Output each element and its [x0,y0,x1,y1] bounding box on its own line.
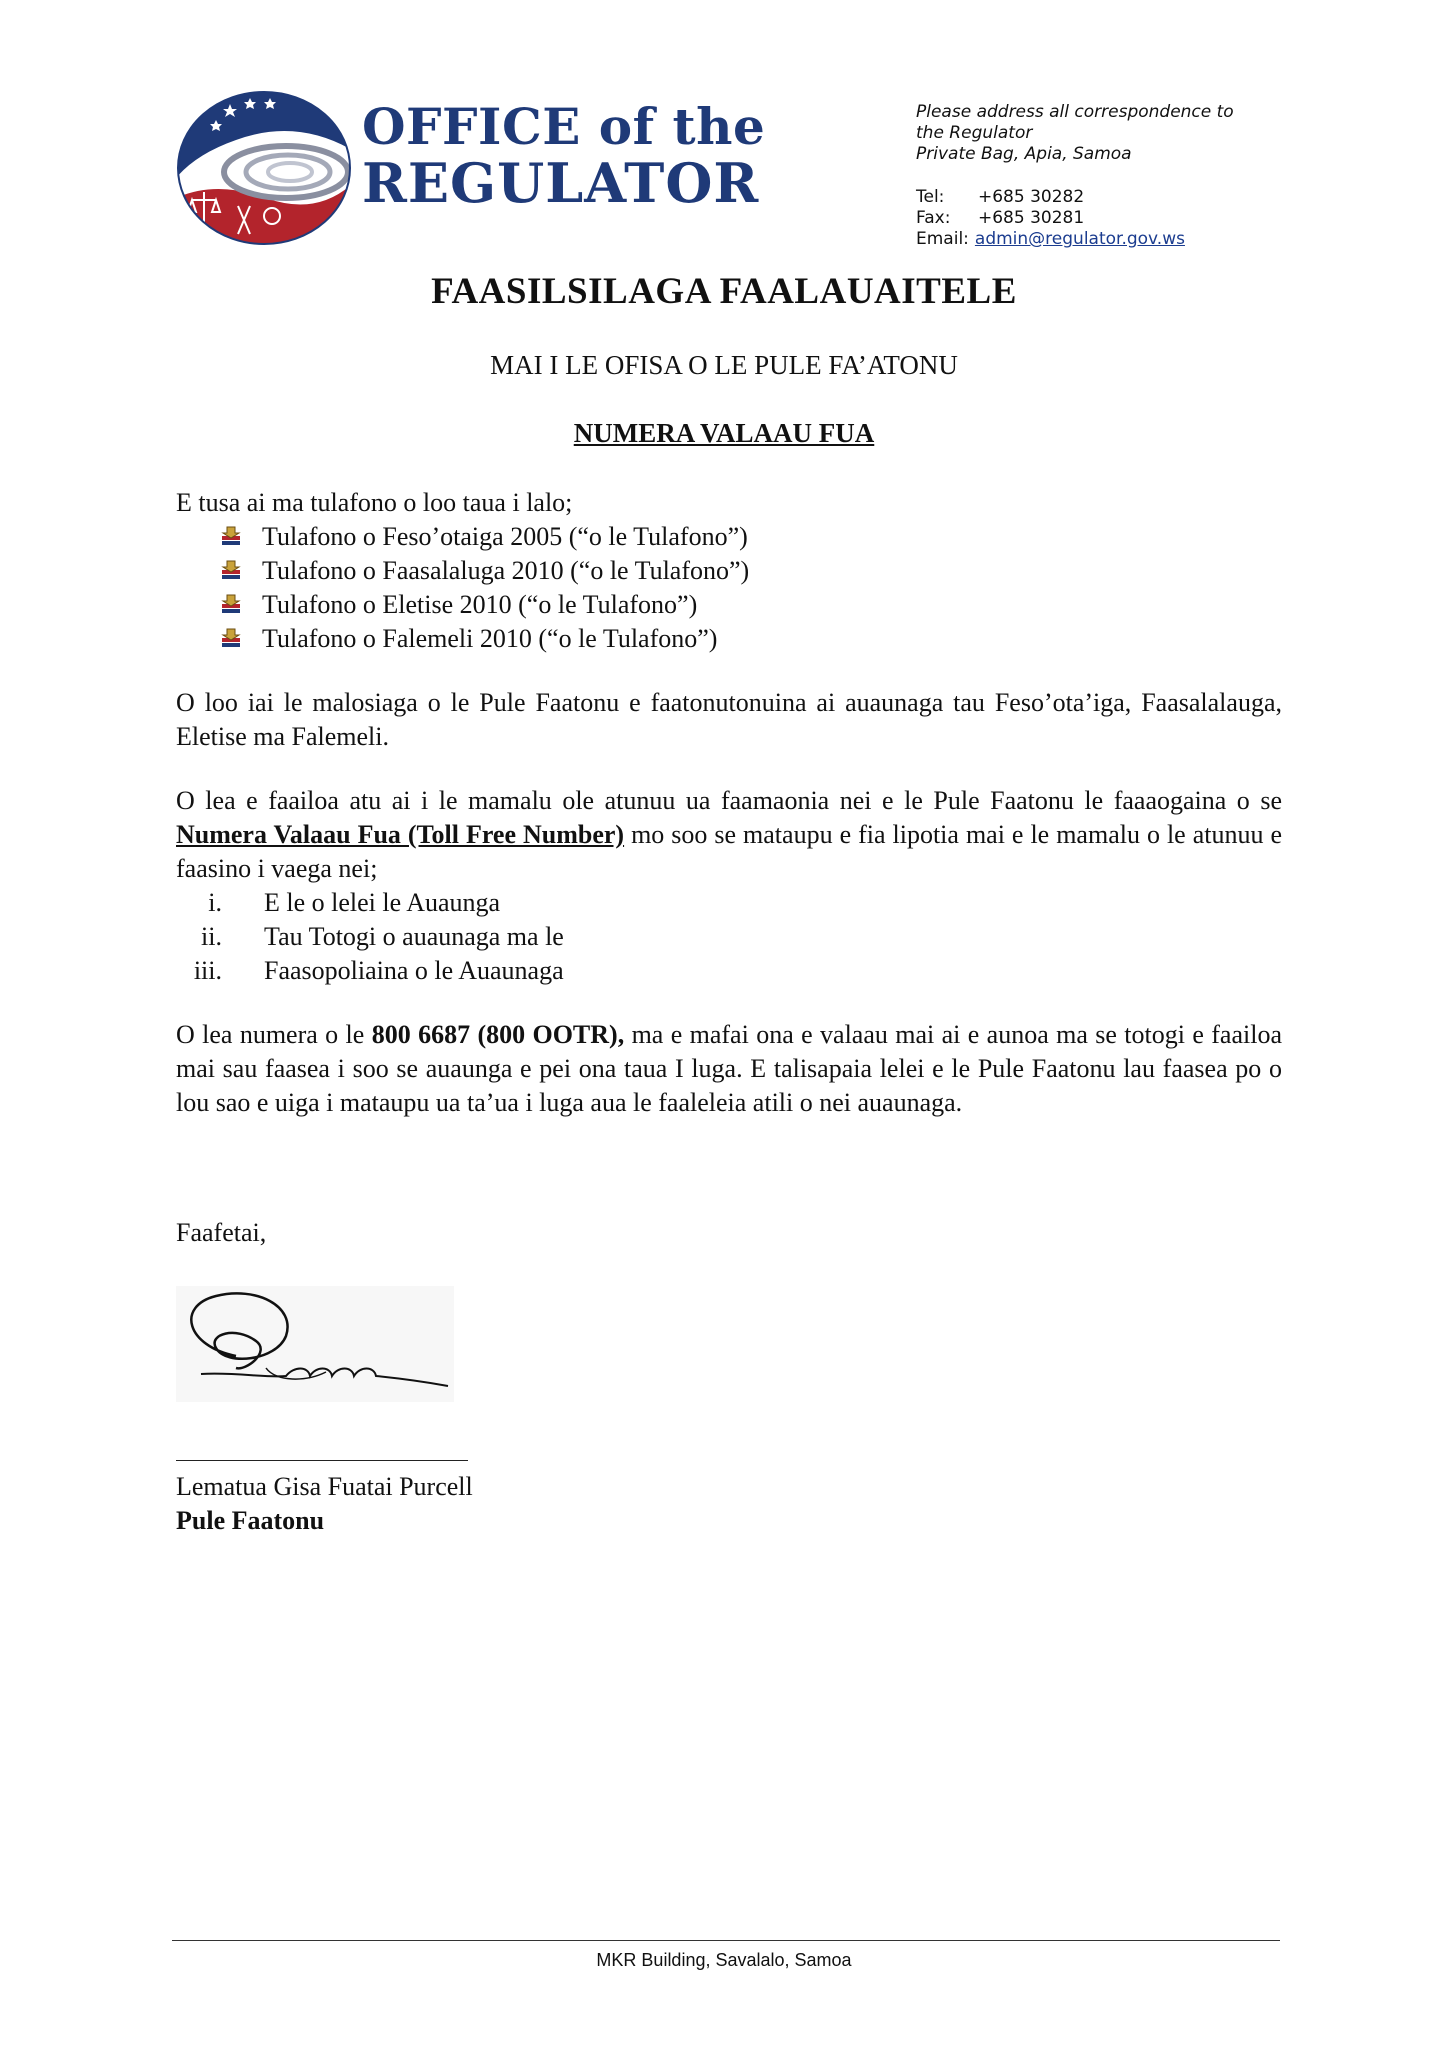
section-heading: NUMERA VALAAU FUA [573,418,875,448]
address-line-3: Private Bag, Apia, Samoa [916,144,1132,164]
arrow-bullet-icon [220,594,242,616]
signer-name: Lematua Gisa Fuatai Purcell [176,1472,473,1501]
paragraph-toll-free-end: mo soo se mataupu e fia lipotia mai e le mamalu o le atunuu e faasino i vaega nei; [176,820,1282,883]
item-text: E le o lelei le Auaunga [264,888,501,917]
item-number: ii. [201,922,222,951]
signer-role: Pule Faatonu [176,1506,325,1535]
arrow-bullet-icon [220,628,242,650]
footer-divider [172,1940,1280,1941]
page-title: FAASILSILAGA FAALAUAITELE [431,271,1017,312]
fax-value: +685 30281 [978,208,1085,228]
footer-address: MKR Building, Savalalo, Samoa [596,1950,852,1970]
tel-value: +685 30282 [978,187,1085,207]
regulator-logo [176,88,766,248]
intro-text: E tusa ai ma tulafono o loo taua i lalo; [176,488,573,517]
letter-body [176,486,1282,1120]
email-row [916,229,1336,250]
arrow-bullet-icon [220,526,242,548]
closing-text: Faafetai, [176,1218,267,1247]
law-list [176,520,1282,656]
signature-icon [176,1286,454,1402]
list-item [220,554,1282,588]
toll-free-emphasis: Numera Valaau Fua (Toll Free Number) [176,820,625,849]
contact-block [916,102,1336,250]
item-number: iii. [193,956,222,985]
paragraph-number-start: O lea numera o le [176,1020,372,1049]
law-item-text: Tulafono o Falemeli 2010 (“o le Tulafono”) [262,624,718,653]
email-label: Email: [916,229,969,249]
arrow-bullet-icon [220,560,242,582]
toll-free-number: 800 6687 (800 OOTR), [371,1020,625,1049]
list-item [220,520,1282,554]
law-item-text: Tulafono o Eletise 2010 (“o le Tulafono”) [262,590,698,619]
signature-image [176,1286,454,1402]
paragraph-toll-free [176,784,1282,886]
logo-line-office: OFFICE of the [362,97,766,156]
law-item-text: Tulafono o Faasalaluga 2010 (“o le Tulafono”) [262,556,750,585]
paragraph-number [176,1018,1282,1120]
item-number: i. [208,888,222,917]
address-line-1: Please address all correspondence to [916,102,1234,122]
paragraph-authority: O loo iai le malosiaga o le Pule Faatonu e faatonutonuina ai auaunaga tau Feso’ota’iga, Faasalalauga, Eletise ma Falemeli. [176,688,1282,751]
list-item [176,920,1282,954]
signer-block [176,1470,473,1538]
logo-line-regulator: REGULATOR [362,151,760,215]
logo-wordmark [362,97,766,215]
signature-line [176,1460,468,1461]
list-item [176,886,1282,920]
law-item-text: Tulafono o Feso’otaiga 2005 (“o le Tulafono”) [262,522,748,551]
paragraph-toll-free-start: O lea e faailoa atu ai i le mamalu ole atunuu ua faamaonia nei e le Pule Faatonu le faaaogaina o se [176,786,1282,815]
tel-row [916,187,1336,208]
fax-label: Fax: [916,208,951,228]
tel-label: Tel: [916,187,945,207]
paragraph-number-end: ma e mafai ona e valaau mai ai e aunoa ma se totogi e faailoa mai sau faasea i soo se auaunga e pei ona taua I luga. E talisapaia lelei e le Pule Faatonu lau faasea po o lou sao e uiga i mataupu ua ta’ua i luga aua le faaleleia atili o nei auaunaga. [176,1020,1282,1117]
list-item [220,622,1282,656]
list-item [176,954,1282,988]
email-link[interactable]: admin@regulator.gov.ws [974,229,1185,249]
fax-row [916,208,1336,229]
address-line-2: the Regulator [916,123,1033,143]
item-text: Tau Totogi o auaunaga ma le [264,922,564,951]
regulator-emblem-icon [176,88,352,248]
complaint-categories [176,886,1282,988]
page-subtitle: MAI I LE OFISA O LE PULE FA’ATONU [490,350,958,380]
item-text: Faasopoliaina o le Auaunaga [264,956,564,985]
list-item [220,588,1282,622]
